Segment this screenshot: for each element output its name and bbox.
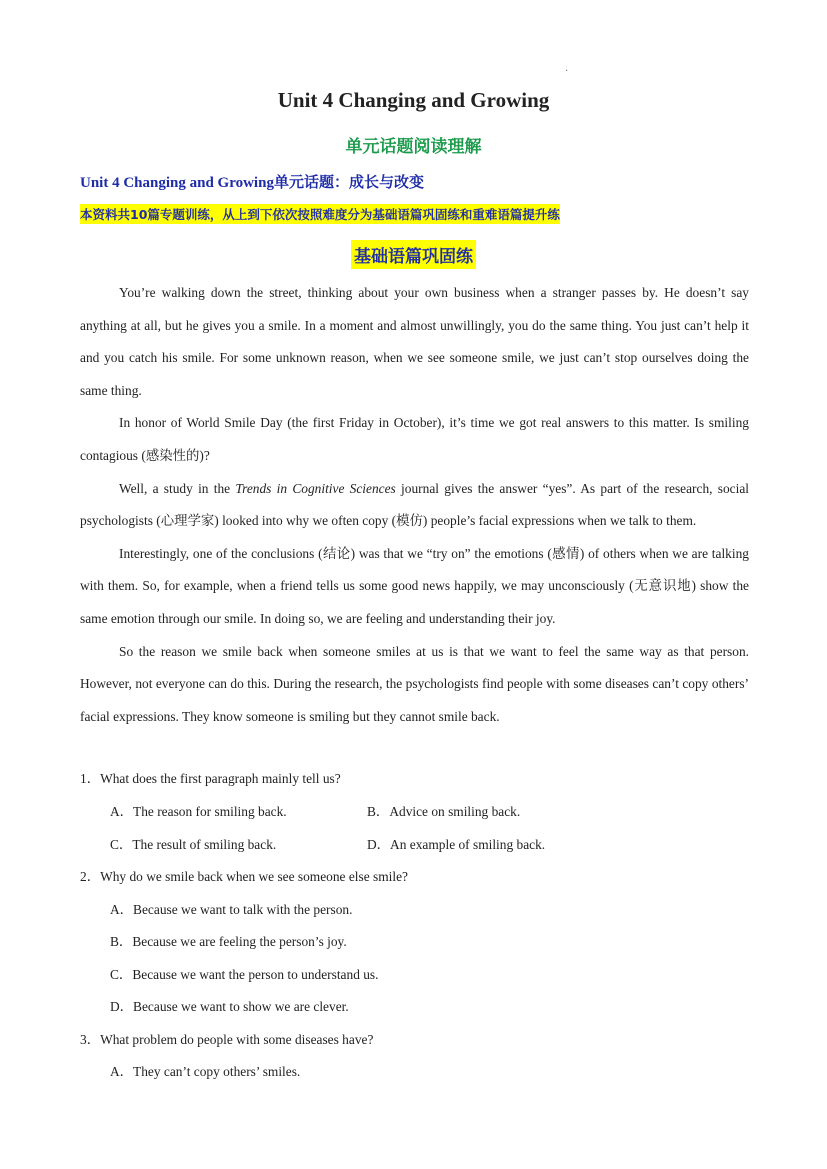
question-2-option-b: B．Because we are feeling the person’s joy. — [110, 934, 347, 949]
question-3-stem: 3．What problem do people with some diseases have? — [80, 1032, 374, 1047]
corner-mark: · — [565, 66, 569, 77]
paragraph-3-end: journal gives the answer “yes”. As part of the research, social psychologists (心理学家) looked into why we often copy (模仿) people’s facial expressions when we talk to them. — [80, 480, 749, 529]
question-1-option-d: D．An example of smiling back. — [367, 837, 546, 852]
question-2-option-c: C．Because we want the person to understand us. — [110, 967, 379, 982]
paragraph-1: You’re walking down the street, thinking about your own business when a stranger passes by. He doesn’t say anything at all, but he gives you a smile. In a moment and almost unwillingly, you do the same thing. You just can’t help it and you catch his smile. For some unknown reason, when we see someone smile, we just can’t stop ourselves doing the same thing. — [80, 285, 749, 398]
topic-line — [80, 171, 424, 192]
reading-passage — [80, 277, 749, 733]
page-subtitle: 单元话题阅读理解 — [345, 137, 482, 157]
topic-en: Unit 4 Changing and Growing — [80, 175, 274, 191]
question-3-option-a: A．They can’t copy others’ smiles. — [110, 1064, 301, 1079]
question-1-option-a: A．The reason for smiling back. — [110, 804, 287, 819]
topic-zh: 单元话题：成长与改变 — [273, 173, 424, 191]
question-2-option-a: A．Because we want to talk with the person. — [110, 902, 353, 917]
question-1-stem: 1．What does the first paragraph mainly tell us? — [80, 771, 341, 786]
paragraph-2: In honor of World Smile Day (the first Friday in October), it’s time we got real answers to this matter. Is smiling contagious (感染性的)? — [80, 415, 749, 463]
paragraph-5: So the reason we smile back when someone smiles at us is that we want to feel the same way as that person. However, not everyone can do this. During the research, the psychologists find people with some diseases can’t copy others’ facial expressions. They know someone is smiling but they cannot smile back. — [80, 643, 749, 724]
question-2-stem: 2．Why do we smile back when we see someone else smile? — [80, 869, 408, 884]
question-1-option-c: C．The result of smiling back. — [110, 837, 277, 852]
page-title: Unit 4 Changing and Growing — [277, 88, 550, 112]
section-title: 基础语篇巩固练 — [351, 240, 476, 269]
question-2-option-d: D．Because we want to show we are clever. — [110, 999, 349, 1014]
journal-name: Trends in Cognitive Sciences — [235, 480, 396, 496]
paragraph-3-start: Well, a study in the — [119, 480, 236, 496]
question-1-option-b: B．Advice on smiling back. — [367, 804, 521, 819]
section-heading — [0, 240, 827, 269]
notice-banner: 本资料共10篇专题训练，从上到下依次按照难度分为基础语篇巩固练和重难语篇提升练 — [80, 204, 560, 224]
paragraph-4: Interestingly, one of the conclusions (结论) was that we “try on” the emotions (感情) of others when we are talking with them. So, for example, when a friend tells us some good news happily, we may unconsciously (无意识地) show the same emotion through our smile. In doing so, we are feeling and understanding their joy. — [80, 545, 749, 626]
paragraph-3 — [80, 473, 749, 538]
